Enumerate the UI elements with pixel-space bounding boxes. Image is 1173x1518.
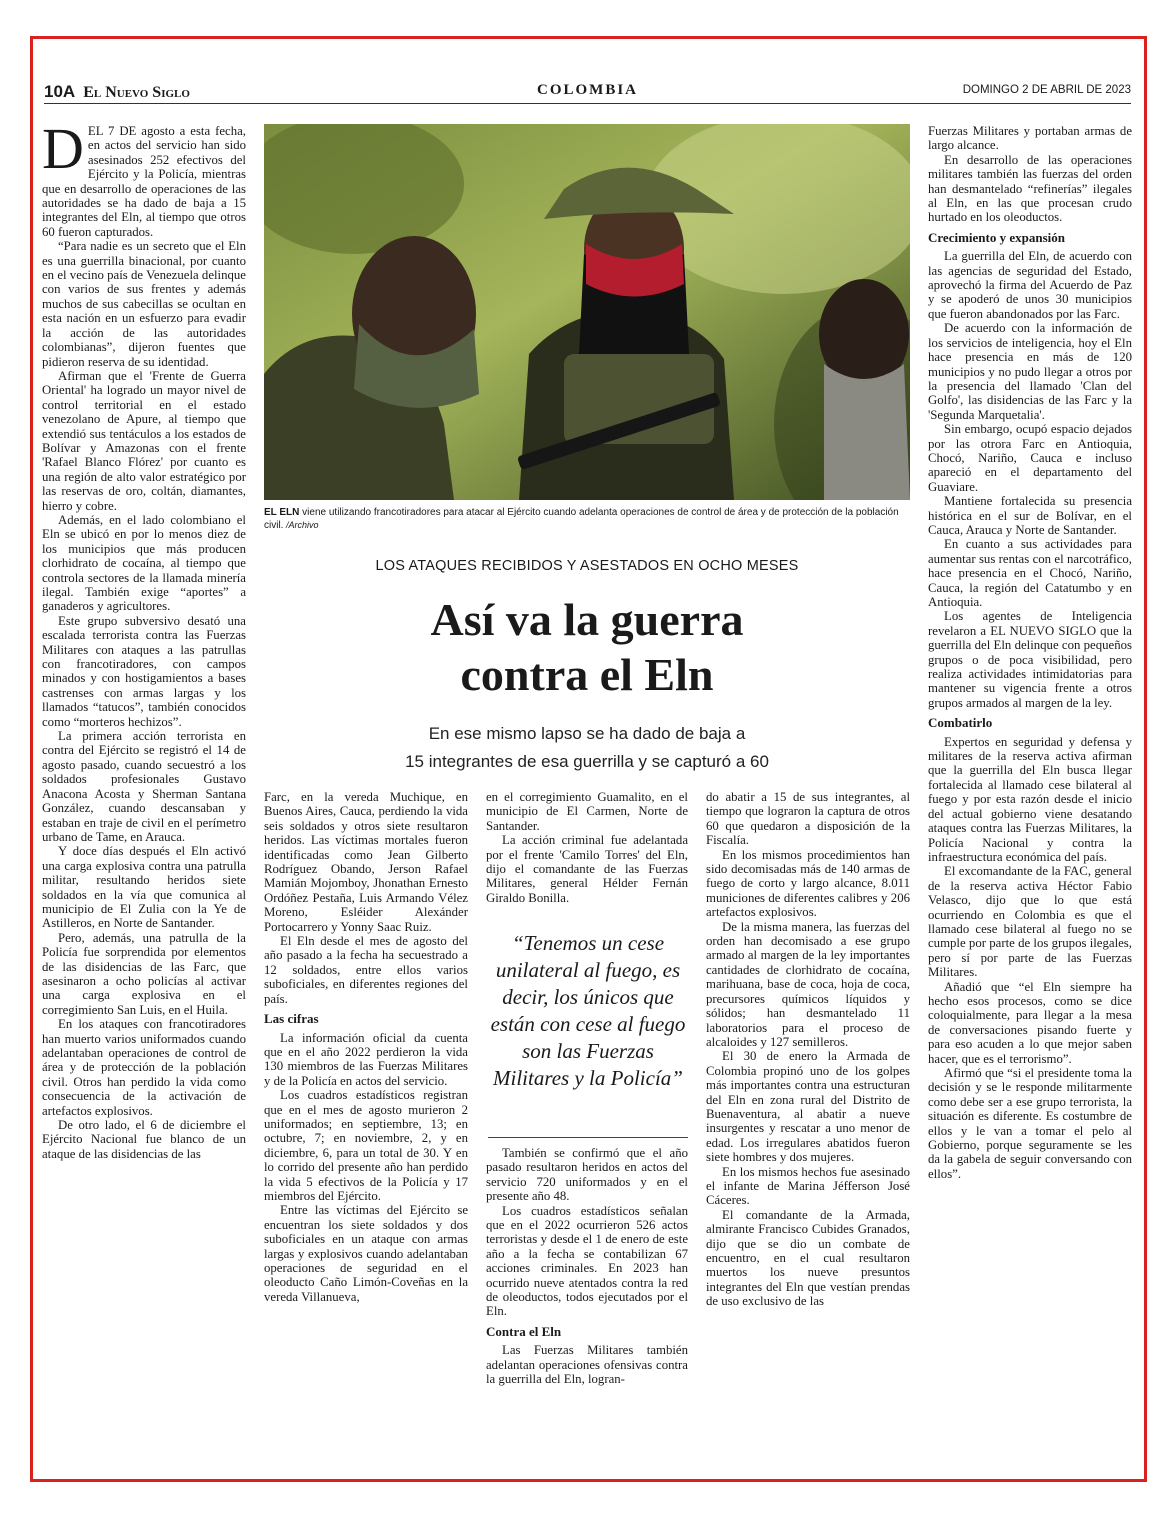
drop-cap: D xyxy=(42,116,84,181)
paragraph: Fuerzas Militares y portaban armas de largo alcance. xyxy=(928,124,1132,153)
paragraph: De acuerdo con la información de los servicios de inteligencia, hoy el Eln hace presencia en más de 120 municipios y no pudo llegar a otros por la presencia del llamado 'Clan del Golfo', las disidencias de las Farc y la 'Segunda Marquetalia'. xyxy=(928,321,1132,422)
paragraph: La guerrilla del Eln, de acuerdo con las agencias de seguridad del Estado, aprovechó la firma del Acuerdo de Paz y se apoderó de unos 30 municipios que fueron abandonados por las Farc. xyxy=(928,249,1132,321)
paragraph: Pero, además, una patrulla de la Policía fue sorprendida por elementos de las disidencias de las Farc, que asesinaron a ocho policías al activar una carga explosiva en el corregimiento San Luis, en el Huila. xyxy=(42,930,246,1017)
paragraph: También se confirmó que el año pasado resultaron heridos en actos del servicio 720 uniformados y en el presente año 48. xyxy=(486,1146,688,1204)
column-3-bottom xyxy=(486,1146,688,1387)
column-2 xyxy=(264,790,468,1304)
paragraph: En cuanto a sus actividades para aumentar sus rentas con el narcotráfico, hace presencia en el Chocó, Nariño, Cauca, la región del Catatumbo y en Antioquia. xyxy=(928,537,1132,609)
column-1 xyxy=(42,116,246,1161)
subhead-contra-el-eln: Contra el Eln xyxy=(486,1323,562,1339)
column-4 xyxy=(706,790,910,1309)
paragraph: Además, en el lado colombiano el Eln se ubicó en por lo menos diez de los municipios que más producen clorhidrato de cocaína, al tiempo que controla sectores de la llamada minería ilegal. También exige “aportes” a ganaderos y agricultores. xyxy=(42,512,246,614)
page-number: 10A xyxy=(44,82,76,101)
paragraph: En los mismos hechos fue asesinado el infante de Marina Jéfferson José Cáceres. xyxy=(706,1164,910,1208)
subhead-las-cifras: Las cifras xyxy=(264,1011,319,1027)
newspaper-name: El Nuevo Siglo xyxy=(83,84,190,101)
paragraph: Los cuadros estadísticos señalan que en el 2022 ocurrieron 526 actos terroristas y desde el 1 de enero de este año a la fecha se contabilizan 67 acciones criminales. En 2023 han ocurrido nueve atentados contra la red de oleoductos, todos ejecutados por el Eln. xyxy=(486,1203,688,1319)
issue-date: DOMINGO 2 DE ABRIL DE 2023 xyxy=(962,84,1131,96)
header-rule xyxy=(44,103,1131,104)
paragraph: La acción criminal fue adelantada por el frente 'Camilo Torres' del Eln, dijo el comandante de las Fuerzas Militares, general Hélder Fernán Giraldo Bonilla. xyxy=(486,833,688,905)
kicker: LOS ATAQUES RECIBIDOS Y ASESTADOS EN OCHO MESES xyxy=(375,558,799,574)
paragraph: Las Fuerzas Militares también adelantan operaciones ofensivas contra la guerrilla del Eln, logran- xyxy=(486,1343,688,1387)
article-photo xyxy=(264,124,910,500)
paragraph: El 30 de enero la Armada de Colombia propinó uno de los golpes más importantes contra una estructuran del Eln en zona rural del Distrito de Buenaventura, al abatir a nueve insurgentes y rescatar a uno menor de edad. Los irregulares abatidos fueron siete hombres y dos mujeres. xyxy=(706,1049,910,1165)
subhead-combatirlo: Combatirlo xyxy=(928,715,993,731)
headline xyxy=(264,592,910,702)
paragraph: Y doce días después el Eln activó una carga explosiva contra una patrulla militar, resultando heridos siete soldados en la vía que comunica al municipio de El Zulia con la Ye de Astilleros, en Norte de Santander. xyxy=(42,844,246,931)
photo-credit: /Archivo xyxy=(283,520,319,530)
headline-line-2: contra el Eln xyxy=(460,649,714,700)
page-header xyxy=(44,82,1131,104)
paragraph: Sin embargo, ocupó espacio dejados por las otrora Farc en Antioquia, Chocó, Nariño, Cauca e incluso apareció en el departamento del Guaviare. xyxy=(928,422,1132,494)
subheadline-line-1: En ese mismo lapso se ha dado de baja a xyxy=(428,724,746,743)
paragraph: Afirmó que “si el presidente toma la decisión y se le responde militarmente como debe ser a ese grupo terrorista, la situación es diferente. Es costumbre de ellos y le van a tomar el pelo al Gobierno, porque seguramente se les da la gabela de seguir conversando con ellos”. xyxy=(928,1066,1132,1181)
paragraph: De otro lado, el 6 de diciembre el Ejército Nacional fue blanco de un ataque de las disidencias de las xyxy=(42,1118,246,1161)
paragraph: Este grupo subversivo desató una escalada terrorista contra las Fuerzas Militares con ataques a las patrullas con francotiradores, con campos minados y con hostigamientos a bases castrenses con armas largas y los llamados “tatucos”, también conocidos como “morteros hechizos”. xyxy=(42,613,246,729)
subhead-crecimiento: Crecimiento y expansión xyxy=(928,229,1065,245)
paragraph: El comandante de la Armada, almirante Francisco Cubides Granados, dijo que se dio un combate de encuentro, en el cual resultaron muertos los nueve presuntos integrantes del Eln que vestían prendas de uso exclusivo de las xyxy=(706,1207,910,1309)
paragraph: Añadió que “el Eln siempre ha hecho esos procesos, como se dice coloquialmente, para llegar a la mesa de conversaciones pisando fuerte y para eso acuden a lo que mejor saben hacer, que es el terrorismo”. xyxy=(928,979,1132,1066)
caption-lead: EL ELN xyxy=(264,507,300,518)
subheadline xyxy=(264,720,910,776)
paragraph: do abatir a 15 de sus integrantes, al tiempo que lograron la captura de otros 60 que quedaron a disposición de la Fiscalía. xyxy=(706,790,910,848)
lead-paragraph: DEL 7 DE agosto a esta fecha, en actos del servicio han sido asesinados 252 efectivos del Ejército y la Policía, mientras que en desarrollo de operaciones de las autoridades se ha dado de baja a 15 integrantes del Eln, al tiempo que otros 60 fueron capturados. xyxy=(42,116,246,239)
headline-line-1: Así va la guerra xyxy=(430,594,744,645)
paragraph: De la misma manera, las fuerzas del orden han decomisado a ese grupo armado al margen de la ley importantes cantidades de clorhidrato de cocaína, marihuana, base de coca, hoja de coca, precursores químicos líquidos y sólidos; han desmantelado 11 laboratorios para el proceso de alcaloides y 127 semilleros. xyxy=(706,919,910,1049)
paragraph: En los ataques con francotiradores han muerto varios uniformados cuando adelantaban operaciones de control de área y de protección de la población civil. Otros han perdido la vida como consecuencia de la activación de artefactos explosivos. xyxy=(42,1017,246,1118)
paragraph: Afirman que el 'Frente de Guerra Oriental' ha logrado un mayor nivel de control territorial en el estado venezolano de Apure, al tiempo que extendió sus tentáculos a los estados de Bolívar y Amazonas con el frente 'Rafael Blanco Flórez' por cuanto es una región de alto valor estratégico por las reservas de oro, coltán, diamantes, hierro y cobre. xyxy=(42,368,246,513)
paragraph: Los cuadros estadísticos registran que en el mes de agosto murieron 2 uniformados; en septiembre, 13; en octubre, 7; en noviembre, 2, y en diciembre, 6, para un total de 30. Y en lo corrido del presente año han perdido la vida 5 efectivos de la Policía y 17 miembros del Ejército. xyxy=(264,1088,468,1203)
caption-text: viene utilizando francotiradores para atacar al Ejército cuando adelanta operaciones de control de área y de protección de la población civil. xyxy=(264,507,899,531)
paragraph: Mantiene fortalecida su presencia histórica en el sur de Bolívar, en el Cauca, Arauca y Norte de Santander. xyxy=(928,494,1132,537)
paragraph: En los mismos procedimientos han sido decomisadas más de 140 armas de fuego de corto y largo alcance, 8.011 municiones de diferentes calibres y 206 artefactos explosivos. xyxy=(706,847,910,920)
paragraph: El excomandante de la FAC, general de la reserva activa Héctor Fabio Velasco, dijo que lo que está ocurriendo en Colombia es que el llamado cese bilateral al fuego no se cumple por parte de los grupos ilegales, pero sí por parte de las Fuerzas Militares. xyxy=(928,864,1132,980)
paragraph: en el corregimiento Guamalito, en el municipio de El Carmen, Norte de Santander. xyxy=(486,790,688,833)
paragraph: En desarrollo de las operaciones militares también las fuerzas del orden han desmantelado “refinerías” ilegales al Eln, en las que procesan crudo hurtado en los oleoductos. xyxy=(928,152,1132,225)
paragraph: Los agentes de Inteligencia revelaron a EL NUEVO SIGLO que la guerrilla del Eln delinque con pequeños grupos o de poca visibilidad, pero realiza actividades intimidatorias para mantener su vigencia frente a otros grupos armados al margen de la ley. xyxy=(928,609,1132,710)
pull-quote: “Tenemos un cese unilateral al fuego, es decir, los únicos que están con cese al fuego son las Fuerzas Militares y la Policía” xyxy=(490,931,686,1090)
photo-caption xyxy=(264,506,904,532)
paragraph: La información oficial da cuenta que en el año 2022 perdieron la vida 130 miembros de las Fuerzas Militares y de la Policía en actos del servicio. xyxy=(264,1030,468,1088)
column-5 xyxy=(928,124,1132,1181)
paragraph: Farc, en la vereda Muchique, en Buenos Aires, Cauca, perdiendo la vida seis soldados y otros siete resultaron heridos. Las víctimas mortales fueron identificadas como Jean Gilberto Rodríguez Obando, Jerson Rafael Mamián Mojomboy, Jhonathan Ernesto Ordóñez Pestaña, Luis Armando Vélez Moreno, Esléider Alexánder Portocarrero y Yonny Saac Ruiz. xyxy=(264,790,468,934)
paragraph: Expertos en seguridad y defensa y militares de la reserva activa afirman que la guerrilla del Eln busca llegar fortalecida al llamado cese bilateral al fuego y por esta razón desde el inicio del actual gobierno viene desatando ataques contra las Fuerzas Militares, la Policía Nacional y contra la infraestructura económica del país. xyxy=(928,734,1132,864)
subheadline-line-2: 15 integrantes de esa guerrilla y se capturó a 60 xyxy=(405,752,769,771)
quote-rule xyxy=(488,1137,688,1138)
paragraph: El Eln desde el mes de agosto del año pasado a la fecha ha secuestrado a 12 soldados, entre ellos varios suboficiales, en diferentes regiones del país. xyxy=(264,934,468,1006)
paragraph: La primera acción terrorista en contra del Ejército se registró el 14 de agosto pasado, cuando secuestró a los soldados profesionales Gustavo Anacona Acosta y Sherman Santana González, cuando descansaban y estaban en traje de civil en el perímetro urbano de Tame, en Arauca. xyxy=(42,729,246,844)
column-3-top xyxy=(486,790,688,905)
paragraph: “Para nadie es un secreto que el Eln es una guerrilla binacional, por cuanto en el vecino país de Venezuela delinque con varios de sus frentes y además muchos de sus cabecillas se ocultan en esta nación en un esfuerzo para evadir la acción de las autoridades colombianas”, dijeron fuentes que pidieron reserva de su identidad. xyxy=(42,239,246,369)
paragraph: Entre las víctimas del Ejército se encuentran los siete soldados y dos suboficiales en un ataque con armas largas y explosivos cuando adelantaban operaciones de seguridad en el oleoducto Caño Limón-Coveñas en la vereda Villanueva, xyxy=(264,1203,468,1304)
section-name: COLOMBIA xyxy=(536,82,638,98)
